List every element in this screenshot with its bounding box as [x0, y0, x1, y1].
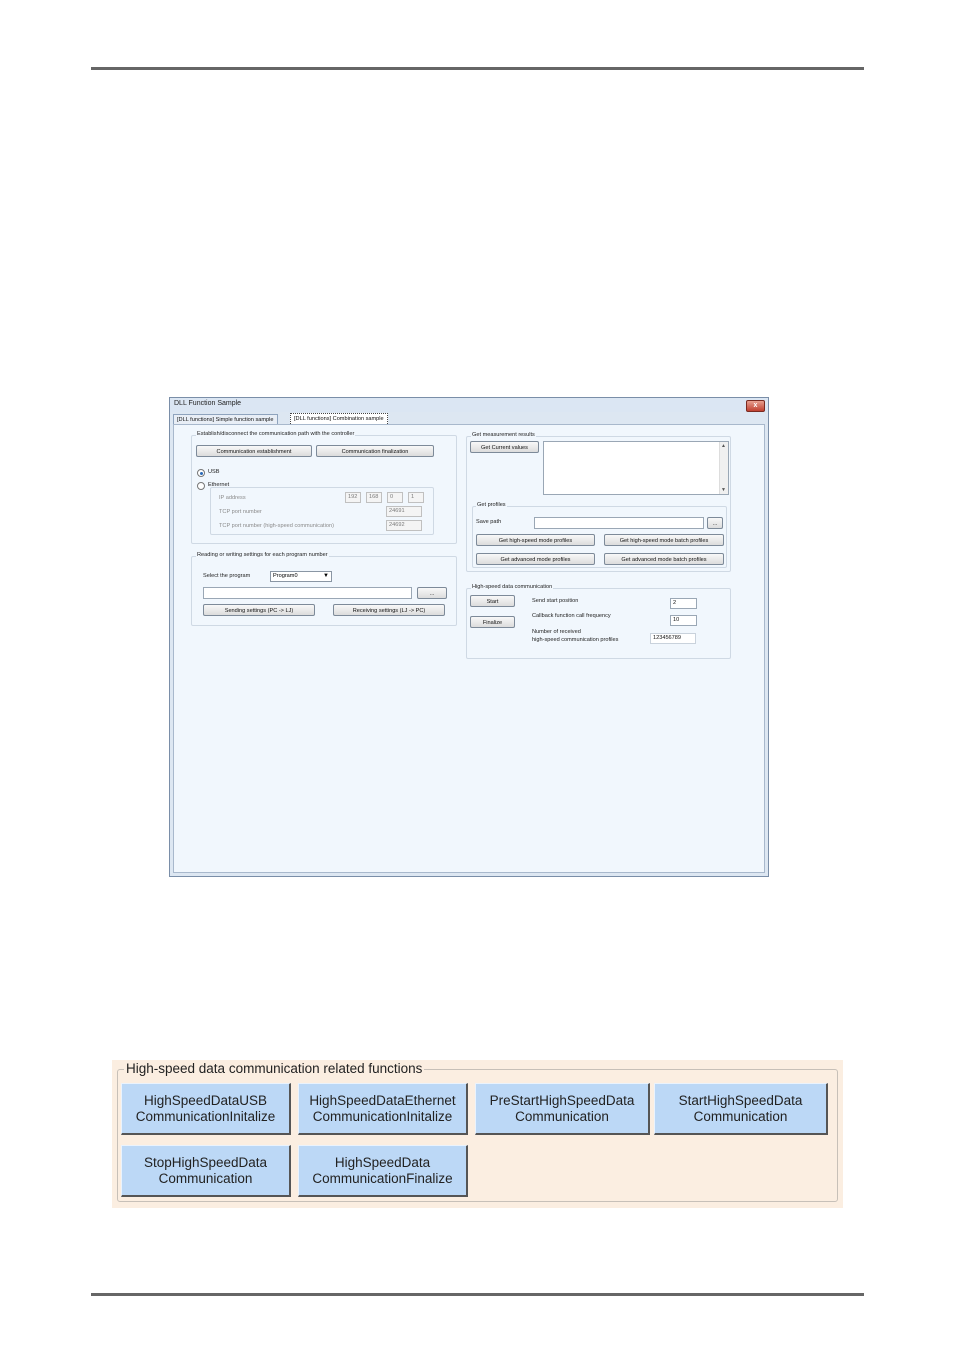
callback-frequency-field[interactable]: 10 — [670, 615, 697, 626]
high-speed-communication-group-label: High-speed data communication — [472, 584, 553, 590]
received-profiles-label-line2: high-speed communication profiles — [532, 637, 619, 643]
ethernet-settings-group — [210, 487, 434, 535]
connection-group — [191, 431, 457, 544]
finalize-button[interactable]: Finalize — [470, 616, 515, 628]
highspeed-usb-initialize-button[interactable] — [121, 1083, 291, 1135]
received-profiles-field: 123456789 — [650, 633, 696, 644]
tcp-port-field[interactable]: 24691 — [386, 506, 422, 517]
high-speed-functions-panel — [112, 1060, 843, 1208]
program-select-value: Program0 — [273, 573, 298, 579]
connection-group-label: Establish/disconnect the communication path with the controller — [197, 431, 355, 437]
high-speed-communication-group — [466, 584, 731, 659]
program-browse-button[interactable]: ... — [417, 587, 447, 599]
start-highspeed-button[interactable] — [654, 1083, 828, 1135]
get-hs-profiles-button[interactable]: Get high-speed mode profiles — [476, 534, 595, 546]
tab-content — [173, 424, 765, 873]
button-line-1: HighSpeedDataEthernet — [309, 1092, 456, 1108]
measurement-results-group — [466, 432, 731, 572]
select-program-label: Select the program — [203, 573, 251, 579]
sending-settings-button[interactable]: Sending settings (PC -> LJ) — [203, 604, 315, 616]
measurement-results-group-label: Get measurement results — [472, 432, 535, 438]
save-path-input[interactable] — [534, 517, 704, 529]
button-line-2: CommunicationInitalize — [135, 1108, 276, 1124]
prestart-highspeed-button[interactable] — [475, 1083, 650, 1135]
ip-octet-3[interactable]: 0 — [387, 492, 403, 503]
communication-finalization-button[interactable]: Communication finalization — [316, 445, 434, 457]
ip-octet-2[interactable]: 168 — [366, 492, 382, 503]
send-start-position-label: Send start position — [532, 598, 579, 604]
ethernet-radio[interactable] — [197, 482, 205, 490]
current-values-textarea[interactable] — [543, 441, 729, 495]
callback-frequency-label: Callback function call frequency — [532, 613, 611, 619]
button-line-1: PreStartHighSpeedData — [489, 1092, 635, 1108]
save-path-label: Save path — [476, 519, 502, 525]
button-line-1: StartHighSpeedData — [678, 1092, 803, 1108]
scrollbar[interactable] — [719, 442, 728, 494]
dll-function-sample-window — [169, 397, 769, 877]
button-line-2: Communication — [515, 1108, 609, 1124]
button-line-1: StopHighSpeedData — [143, 1154, 268, 1170]
window-title: DLL Function Sample — [174, 400, 242, 407]
scroll-up-icon[interactable]: ▲ — [721, 443, 726, 449]
highspeed-finalize-button[interactable] — [298, 1145, 468, 1197]
footer-rule — [91, 1293, 864, 1296]
tcp-port-label: TCP port number — [219, 509, 262, 515]
chevron-down-icon: ▼ — [323, 573, 329, 579]
stop-highspeed-button[interactable] — [121, 1145, 291, 1197]
receiving-settings-button[interactable]: Receiving settings (LJ -> PC) — [333, 604, 445, 616]
ip-address-label: IP address — [219, 495, 246, 501]
profiles-group-label: Get profiles — [477, 502, 506, 508]
tab-combination-sample[interactable]: [DLL functions] Combination sample — [290, 413, 388, 428]
save-path-browse-button[interactable]: ... — [707, 517, 723, 529]
received-profiles-label-line1: Number of received — [532, 629, 581, 635]
close-button[interactable]: x — [746, 400, 765, 412]
tcp-hs-port-label: TCP port number (high-speed communication) — [219, 523, 334, 529]
program-select[interactable] — [270, 571, 332, 582]
ethernet-label: Ethernet — [208, 482, 230, 488]
scroll-down-icon[interactable]: ▼ — [721, 487, 726, 493]
button-line-2: CommunicationInitalize — [312, 1108, 453, 1124]
button-line-2: CommunicationFinalize — [312, 1170, 453, 1186]
program-settings-group — [191, 552, 457, 626]
button-line-2: Communication — [158, 1170, 253, 1186]
get-adv-batch-profiles-button[interactable]: Get advanced mode batch profiles — [604, 553, 724, 565]
button-line-1: HighSpeedDataUSB — [143, 1092, 268, 1108]
highspeed-ethernet-initialize-button[interactable] — [298, 1083, 468, 1135]
send-start-position-field[interactable]: 2 — [670, 598, 697, 609]
program-path-input[interactable] — [203, 587, 412, 599]
get-current-values-button[interactable]: Get Current values — [470, 441, 539, 453]
button-line-2: Communication — [693, 1108, 788, 1124]
get-hs-batch-profiles-button[interactable]: Get high-speed mode batch profiles — [604, 534, 724, 546]
ip-octet-4[interactable]: 1 — [408, 492, 424, 503]
usb-radio[interactable] — [197, 469, 205, 477]
get-adv-profiles-button[interactable]: Get advanced mode profiles — [476, 553, 595, 565]
tab-simple-function-sample[interactable]: [DLL functions] Simple function sample — [173, 414, 278, 425]
profiles-group — [472, 502, 727, 568]
button-line-1: HighSpeedData — [334, 1154, 431, 1170]
ip-octet-1[interactable]: 192 — [345, 492, 361, 503]
usb-label: USB — [208, 469, 220, 475]
communication-establishment-button[interactable]: Communication establishment — [196, 445, 312, 457]
header-rule — [91, 67, 864, 70]
start-button[interactable]: Start — [470, 595, 515, 607]
high-speed-functions-label: High-speed data communication related functions — [126, 1061, 423, 1076]
title-bar — [170, 398, 768, 412]
tcp-hs-port-field[interactable]: 24692 — [386, 520, 422, 531]
program-settings-group-label: Reading or writing settings for each program number — [197, 552, 328, 558]
